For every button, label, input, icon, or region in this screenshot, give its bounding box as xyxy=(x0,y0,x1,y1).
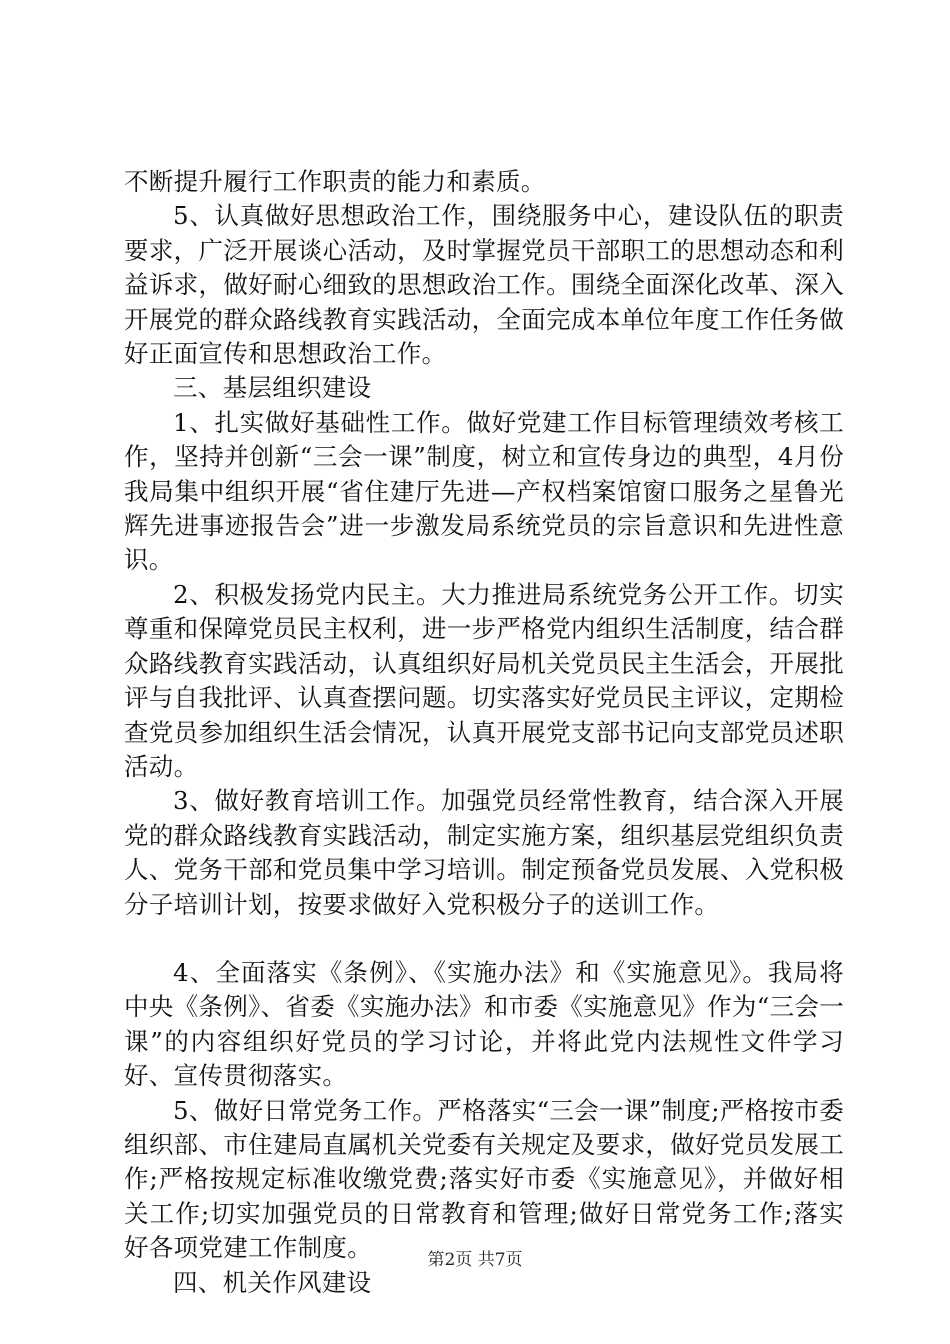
paragraph-item-5-ideology: 5、认真做好思想政治工作，围绕服务中心，建设队伍的职责要求，广泛开展谈心活动，及时掌握党员干部职工的思想动态和利益诉求，做好耐心细致的思想政治工作。围绕全面深化改革、深入开展党的群众路线教育实践活动，全面完成本单位年度工作任务做好正面宣传和思想政治工作。 xyxy=(124,201,844,369)
paragraph-item-2-democracy: 2、积极发扬党内民主。大力推进局系统党务公开工作。切实尊重和保障党员民主权利，进一步严格党内组织生活制度，结合群众路线教育实践活动，认真组织好局机关党员民主生活会，开展批评与自我批评、认真查摆问题。切实落实好党员民主评议，定期检查党员参加组织生活会情况，认真开展党支部书记向支部党员述职活动。 xyxy=(124,579,844,781)
section-heading-4: 四、机关作风建设 xyxy=(173,1267,372,1297)
section-heading-3: 三、基层组织建设 xyxy=(173,373,372,403)
paragraph-item-1-basic-work: 1、扎实做好基础性工作。做好党建工作目标管理绩效考核工作，坚持并创新“三会一课”制度，树立和宣传身边的典型，4月份我局集中组织开展“省住建厅先进—产权档案馆窗口服务之星鲁光辉先进事迹报告会”进一步激发局系统党员的宗旨意识和先进性意识。 xyxy=(124,407,844,575)
page-number-footer: 第2页 共7页 xyxy=(427,1250,523,1270)
document-body xyxy=(124,165,844,1300)
paragraph-continuation: 不断提升履行工作职责的能力和素质。 xyxy=(124,167,546,196)
paragraph-item-4-regulations: 4、全面落实《条例》、《实施办法》和《实施意见》。我局将中央《条例》、省委《实施办法》和市委《实施意见》作为“三会一课”的内容组织好党员的学习讨论，并将此党内法规性文件学习好、宣传贯彻落实。 xyxy=(124,957,845,1091)
paragraph-item-5-party-affairs: 5、做好日常党务工作。严格落实“三会一课”制度;严格按市委组织部、市住建局直属机关党委有关规定及要求，做好党员发展工作;严格按规定标准收缴党费;落实好市委《实施意见》，并做好相关工作;切实加强党员的日常教育和管理;做好日常党务工作;落实好各项党建工作制度。 xyxy=(124,1095,844,1263)
paragraph-item-3-training: 3、做好教育培训工作。加强党员经常性教育，结合深入开展党的群众路线教育实践活动，制定实施方案，组织基层党组织负责人、党务干部和党员集中学习培训。制定预备党员发展、入党积极分子培训计划，按要求做好入党积极分子的送训工作。 xyxy=(124,786,844,919)
